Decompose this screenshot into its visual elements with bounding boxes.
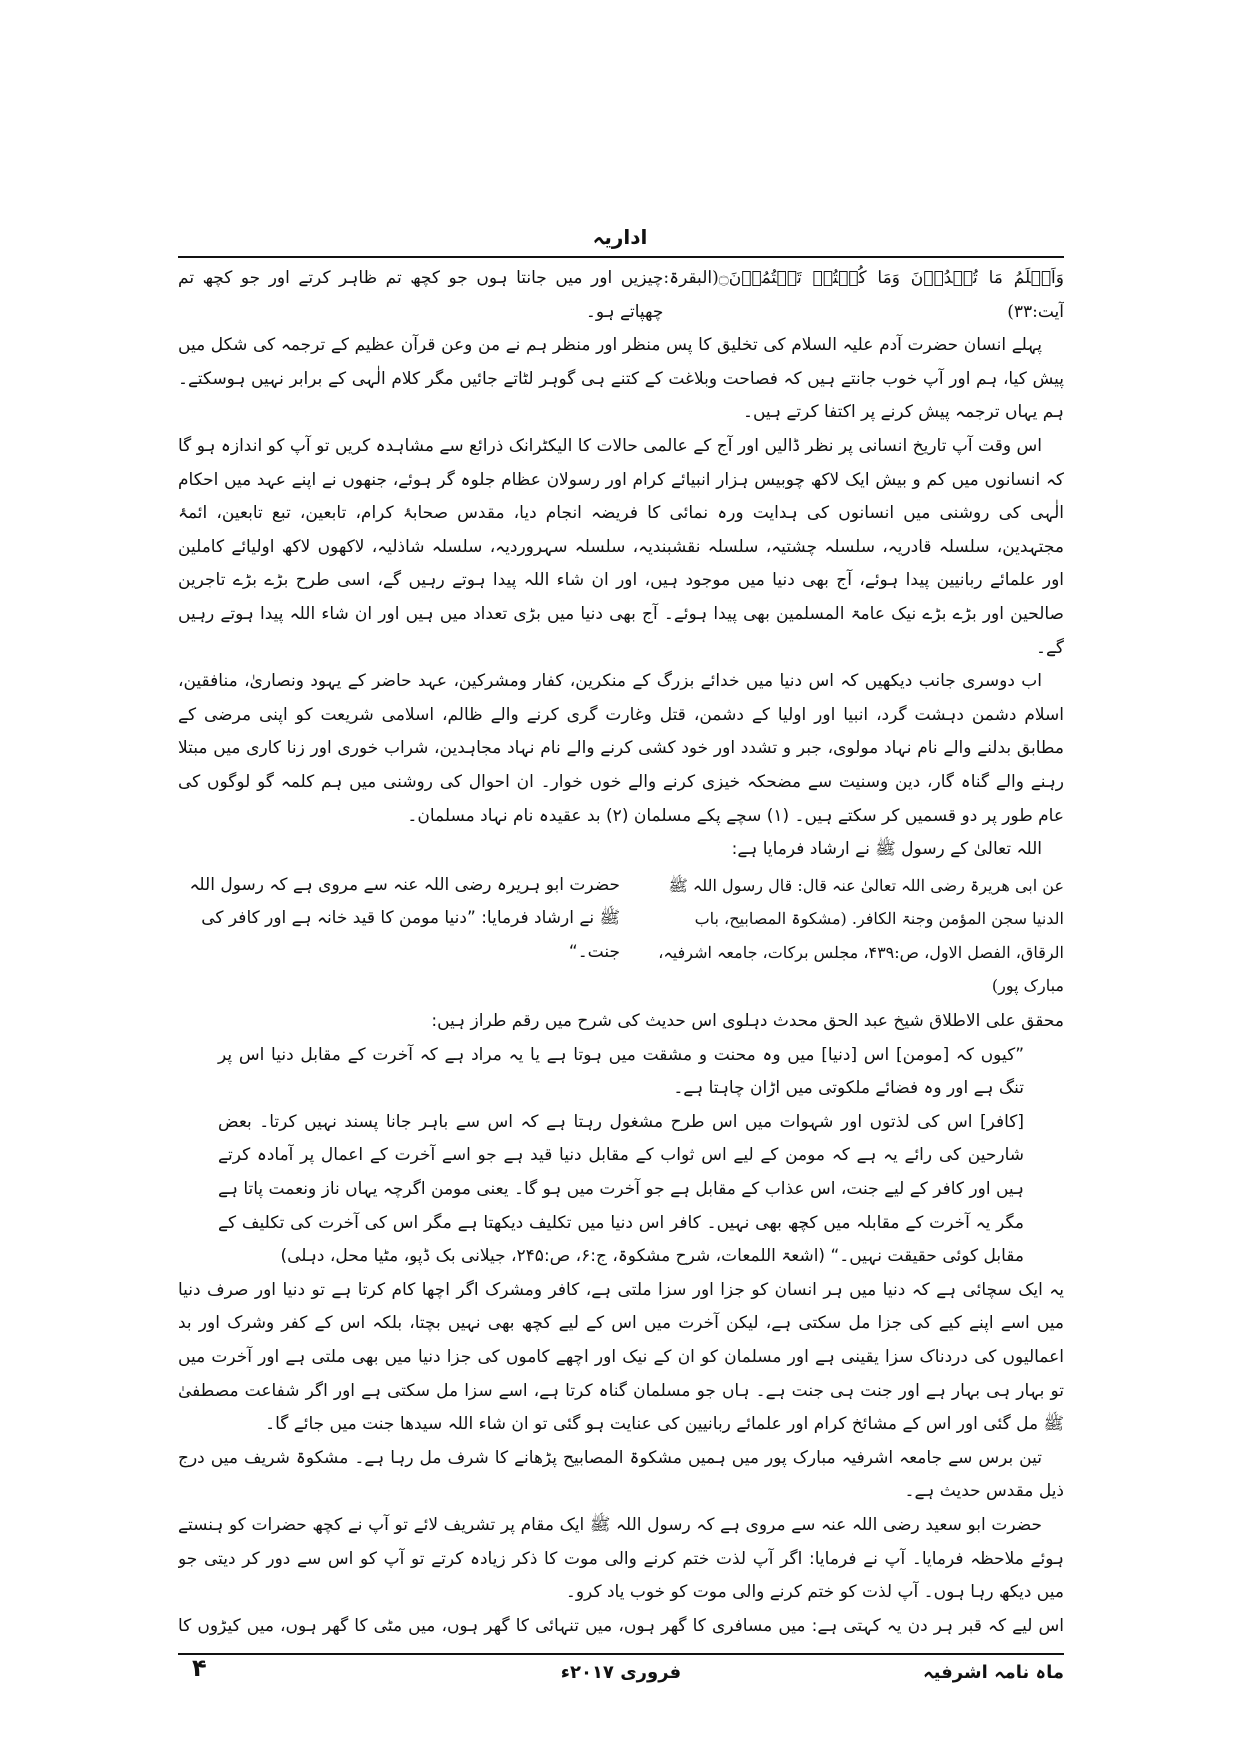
paragraph-9: تین برس سے جامعہ اشرفیہ مبارک پور میں ہمیں مشکوۃ المصابیح پڑھانے کا شرف مل رہا ہے۔ مشکوۃ شریف میں درج ذیل مقدس حدیث ہے۔: [178, 1447, 1064, 1502]
paragraph-3: اب دوسری جانب دیکھیں کہ اس دنیا میں خدائے بزرگ کے منکرین، کفار ومشرکین، عہد حاضر کے یہود ونصاریٰ، منافقین، اسلام دشمن دہشت گرد، انبیا اور اولیا کے دشمن، قتل وغارت گری کرنے والے ظالم، اسلامی شریعت کو اپنی مرضی کے مطابق بدلنے والے نام نہاد مولوی، جبر و تشدد اور خود کشی کرنے والے نام نہاد مجاہدین، شراب خوری اور زنا کاری میں مبتلا رہنے والے گناہ گار، دین وسنیت سے مضحکہ خیزی کرنے والے خوں خوار۔ ان احوال کی روشنی میں ہم کلمہ گو لوگوں کی عام طور پر دو قسمیں کر سکتے ہیں۔ (۱) سچے پکے مسلمان (۲) بد عقیدہ نام نہاد مسلمان۔: [178, 671, 1064, 826]
paragraph-11: اس لیے کہ قبر ہر دن یہ کہتی ہے: میں مسافری کا گھر ہوں، میں تنہائی کا گھر ہوں، میں مٹی کا گھر ہوں، میں کیڑوں کا: [178, 1615, 1064, 1636]
quote-paragraph-2: [کافر] اس کی لذتوں اور شہوات میں اس طرح مشغول رہتا ہے کہ اس سے باہر جانا پسند نہیں کرتا۔ بعض شارحین کی رائے یہ ہے کہ مومن کے لیے اس ثواب کے مقابل دنیا قید ہے جو اسے آخرت کے اعمال پر آمادہ کرتے ہیں اور کافر کے لیے جنت، اس عذاب کے مقابل ہے جو آخرت میں ہو گا۔ یعنی مومن اگرچہ یہاں ناز ونعمت پاتا ہے مگر یہ آخرت کے مقابلہ میں کچھ بھی نہیں۔ کافر اس دنیا میں تکلیف دیکھتا ہے مگر اس کی آخرت کی تکلیف کے مقابل کوئی حقیقت نہیں۔“ (اشعۃ اللمعات، شرح مشکوۃ، ج:۶، ص:۲۴۵، جیلانی بک ڈپو، مٹیا محل، دہلی): [218, 1111, 1024, 1267]
paragraph-1: پہلے انسان حضرت آدم علیہ السلام کی تخلیق کا پس منظر اور منظر ہم نے من وعن قرآن عظیم کے ترجمہ کی شکل میں پیش کیا، ہم اور آپ خوب جانتے ہیں کہ فصاحت وبلاغت کے کتنے ہی گوہر لٹاتے جائیں مگر کلام الٰہی کے برابر نہیں ہوسکتے۔ ہم یہاں ترجمہ پیش کرنے پر اکتفا کرتے ہیں۔: [178, 335, 1064, 423]
issue-date: فروری ۲۰۱۷ء: [560, 1662, 682, 1683]
hadith-arabic: عن ابی ھریرۃ رضی اللہ تعالیٰ عنہ قال: قال رسول اللہ ﷺ الدنیا سجن المؤمن وجنۃ الکافر. (مشکوۃ المصابیح، باب الرقاق، الفصل الاول، ص:۴۳۹، مجلس برکات، جامعہ اشرفیہ، مبارک پور): [658, 875, 1064, 996]
quote-paragraph-1: ”کیوں کہ [مومن] اس [دنیا] میں وہ محنت و مشقت میں ہوتا ہے یا یہ مراد ہے کہ آخرت کے مقابل دنیا اس پر تنگ ہے اور وہ فضائے ملکوتی میں اڑان چاہتا ہے۔: [218, 1044, 1024, 1099]
footer-rule: [178, 1653, 1064, 1655]
page-footer: [178, 1654, 1064, 1702]
verse-arabic: وَاَعۡلَمُ مَا تُبۡدُوۡنَ وَمَا كُنۡتُمۡ تَكۡتُمُوۡنَ۝(البقرۃ: آیت:۳۳): [663, 268, 1064, 322]
paragraph-4: اللہ تعالیٰ کے رسول ﷺ نے ارشاد فرمایا ہے:: [731, 839, 1042, 860]
hadith-block: [178, 869, 1064, 1003]
page-title: اداریہ: [592, 225, 648, 249]
magazine-name: ماہ نامہ اشرفیہ: [923, 1662, 1064, 1683]
article-body: [178, 262, 1064, 1648]
paragraph-5: محقق علی الاطلاق شیخ عبد الحق محدث دہلوی اس حدیث کی شرح میں رقم طراز ہیں:: [431, 1011, 1064, 1032]
verse-translation: چیزیں اور میں جانتا ہوں جو کچھ تم ظاہر کرتے اور جو کچھ تم چھپاتے ہو۔: [178, 268, 664, 322]
paragraph-2: اس وقت آپ تاریخ انسانی پر نظر ڈالیں اور آج کے عالمی حالات کا الیکٹرانک ذرائع سے مشاہدہ کریں تو آپ کو اندازہ ہو گا کہ انسانوں میں کم و بیش ایک لاکھ چوبیس ہزار انبیائے کرام اور رسولان عظام جلوہ گر ہوئے، جنھوں نے اپنے عہد میں احکام الٰہی کی روشنی میں انسانوں کی ہدایت ورہ نمائی کا فریضہ انجام دیا، مقدس صحابۂ کرام، تابعین، تبع تابعین، ائمۂ مجتہدین، سلسلہ قادریہ، سلسلہ چشتیہ، سلسلہ نقشبندیہ، سلسلہ سہروردیہ، سلسلہ شاذلیہ، لاکھوں لاکھ اولیائے کاملین اور علمائے ربانیین پیدا ہوئے، آج بھی دنیا میں موجود ہیں، اور ان شاء اللہ پیدا ہوتے رہیں گے، اسی طرح بڑے بڑے تاجرین صالحین اور بڑے بڑے نیک عامۃ المسلمین بھی پیدا ہوئے۔ آج بھی دنیا میں بڑی تعداد میں ہیں اور ان شاء اللہ پیدا ہوتے رہیں گے۔: [178, 435, 1064, 658]
page-number: ۴: [192, 1654, 207, 1682]
paragraph-8: یہ ایک سچائی ہے کہ دنیا میں ہر انسان کو جزا اور سزا ملتی ہے، کافر ومشرک اگر اچھا کام کرتا ہے تو دنیا اور صرف دنیا میں اسے اپنے کیے کی جزا مل سکتی ہے، لیکن آخرت میں اس کے لیے کچھ بھی نہیں بچتا، بلکہ اس کے کفر وشرک اور بد اعمالیوں کی دردناک سزا یقینی ہے اور مسلمان کو ان کے نیک اور اچھے کاموں کی جزا دنیا میں بھی ملتی ہے اور آخرت میں تو بہار ہی بہار ہے اور جنت ہی جنت ہے۔ ہاں جو مسلمان گناہ کرتا ہے، اسے سزا مل سکتی ہے اور اگر شفاعت مصطفیٰ ﷺ مل گئی اور اس کے مشائخ کرام اور علمائے ربانیین کی عنایت ہو گئی تو ان شاء اللہ سیدھا جنت میں جائے گا۔: [178, 1279, 1064, 1435]
header-rule: [178, 256, 1064, 258]
hadith-translation: حضرت ابو ہریرہ رضی اللہ عنہ سے مروی ہے کہ رسول اللہ ﷺ نے ارشاد فرمایا: ”دنیا مومن کا قید خانہ ہے اور کافر کی جنت۔“: [189, 874, 620, 962]
paragraph-10: حضرت ابو سعید رضی اللہ عنہ سے مروی ہے کہ رسول اللہ ﷺ ایک مقام پر تشریف لائے تو آپ نے کچھ حضرات کو ہنستے ہوئے ملاحظہ فرمایا۔ آپ نے فرمایا: اگر آپ لذت ختم کرنے والی موت کا ذکر زیادہ کرتے تو آپ کو اس سے دور کر دیتی جو میں دیکھ رہا ہوں۔ آپ لذت کو ختم کرنے والی موت کو خوب یاد کرو۔: [178, 1514, 1064, 1603]
verse-row: [178, 262, 1064, 329]
